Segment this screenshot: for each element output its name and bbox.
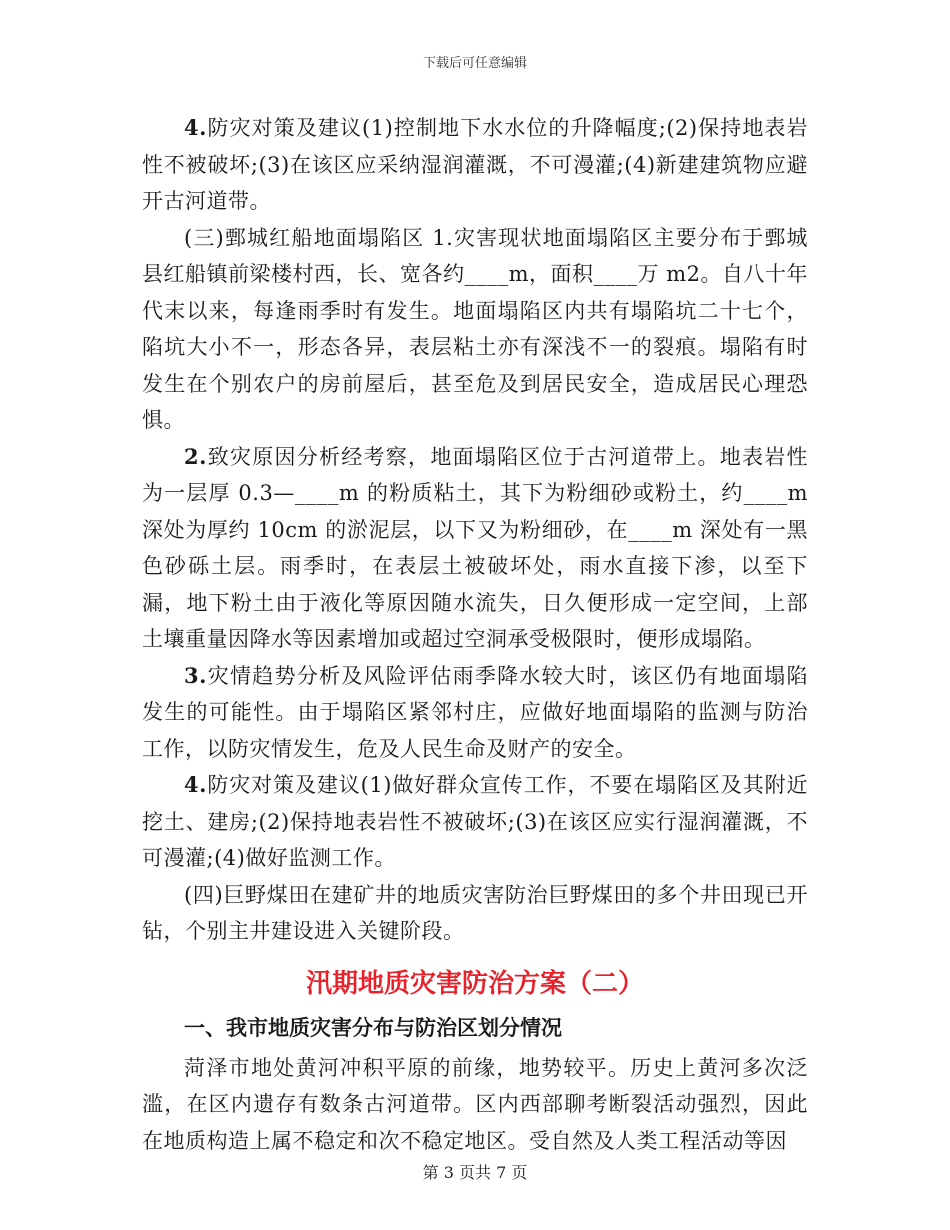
- paragraph-section-3: [142, 220, 808, 439]
- paragraph-4-countermeasures-a: [142, 110, 808, 220]
- document-body: [142, 110, 808, 1159]
- paragraph-text: 防灾对策及建议(1)做好群众宣传工作，不要在塌陷区及其附近挖土、建房;(2)保持地表岩性不被破坏;(3)在该区应实行湿润灌溉，不可漫灌;(4)做好监测工作。: [142, 773, 808, 870]
- item-number: 4.: [184, 115, 207, 140]
- page-footer: 第 3 页共 7 页: [422, 1163, 528, 1182]
- paragraph-3-trend-analysis: [142, 658, 808, 768]
- paragraph-text: (四)巨野煤田在建矿井的地质灾害防治巨野煤田的多个井田现已开钻，个别主井建设进入关键阶段。: [142, 882, 808, 943]
- paragraph-text: 致灾原因分析经考察，地面塌陷区位于古河道带上。地表岩性为一层厚 0.3—____m 的粉质粘土，其下为粉细砂或粉土，约____m 深处为厚约 10cm 的淤泥层，以下又为粉细砂，在____m 深处有一黑色砂砾土层。雨季时，在表层土被破坏处，雨水直接下渗，以至下漏，地下粉土由于液化等原因随水流失，日久便形成一定空间，上部土壤重量因降水等因素增加或超过空洞承受极限时，便形成塌陷。: [142, 444, 808, 651]
- page-header: 下载后可任意编辑: [422, 56, 527, 71]
- item-number: 3.: [184, 662, 207, 688]
- document-title: 汛期地质灾害防治方案（二）: [305, 968, 644, 999]
- paragraph-text: (三)鄄城红船地面塌陷区 1.灾害现状地面塌陷区主要分布于鄄城县红船镇前梁楼村西，长、宽各约____m，面积____万 m2。自八十年代末以来，每逢雨季时有发生。地面塌陷区内共有塌陷坑二十七个，陷坑大小不一，形态各异，表层粘土亦有深浅不一的裂痕。塌陷有时发生在个别农户的房前屋后，甚至危及到居民安全，造成居民心理恐惧。: [142, 225, 808, 432]
- item-number: 4.: [184, 772, 207, 797]
- section-heading: 一、我市地质灾害分布与防治区划分情况: [184, 1015, 562, 1040]
- paragraph-section-4: [142, 877, 808, 950]
- paragraph-heze-overview: 菏泽市地处黄河冲积平原的前缘，地势较平。历史上黄河多次泛滥，在区内遗存有数条古河道带。区内西部聊考断裂活动强烈，因此在地质构造上属不稳定和次不稳定地区。受自然及人类工程活动等因: [142, 1055, 808, 1153]
- paragraph-2-cause-analysis: [142, 439, 808, 658]
- paragraph-text: 灾情趋势分析及风险评估雨季降水较大时，该区仍有地面塌陷发生的可能性。由于塌陷区紧邻村庄，应做好地面塌陷的监测与防治工作，以防灾情发生，危及人民生命及财产的安全。: [142, 663, 808, 761]
- item-number: 2.: [184, 443, 207, 469]
- paragraph-text: 防灾对策及建议(1)控制地下水水位的升降幅度;(2)保持地表岩性不被破坏;(3)在该区应采纳湿润灌溉，不可漫灌;(4)新建建筑物应避开古河道带。: [142, 116, 808, 213]
- paragraph-4-countermeasures-b: [142, 767, 808, 877]
